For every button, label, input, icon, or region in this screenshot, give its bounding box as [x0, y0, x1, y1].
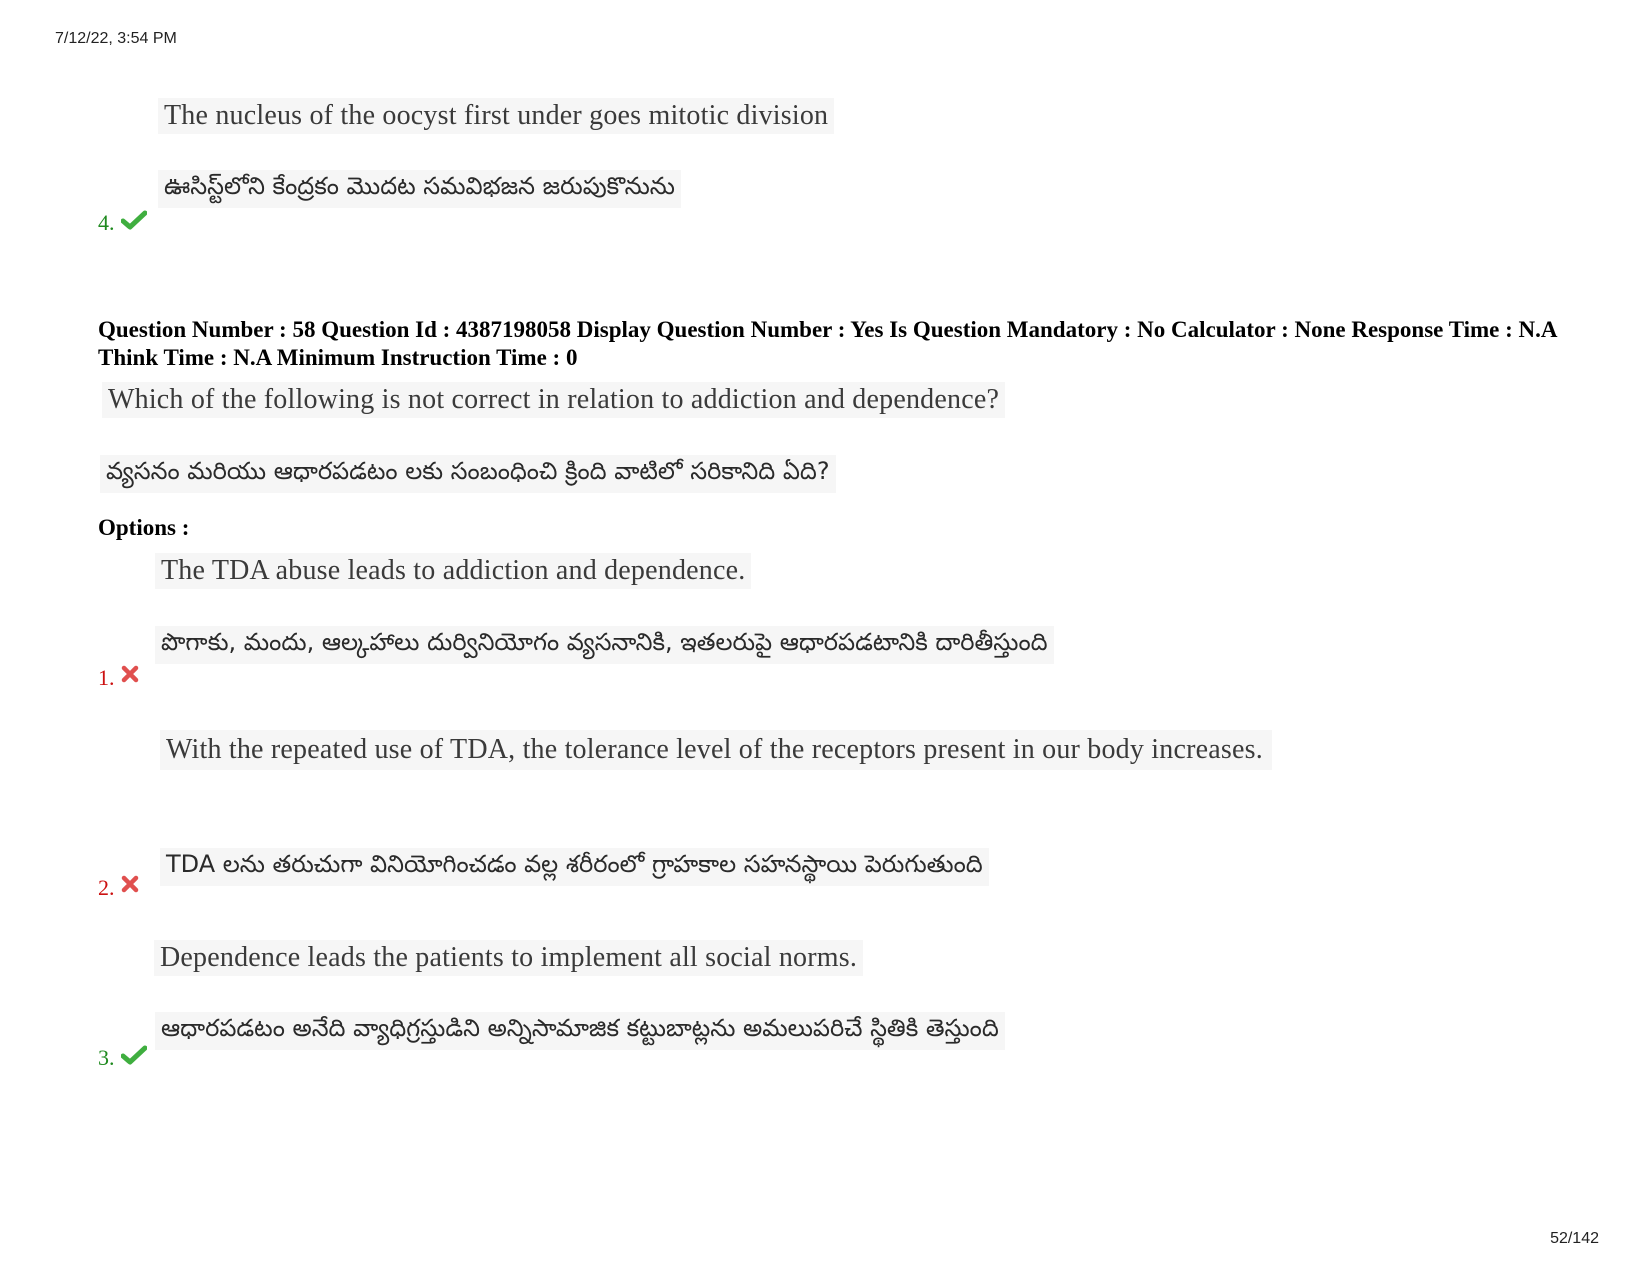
cross-icon — [121, 875, 139, 893]
option-3-english: Dependence leads the patients to implement all social norms. — [154, 940, 863, 976]
question-text-telugu: వ్యసనం మరియు ఆధారపడటం లకు సంబంధించి క్రింది వాటిలో సరికానిది ఏది? — [100, 455, 836, 493]
option-number: 2. — [98, 875, 115, 900]
question-meta: Question Number : 58 Question Id : 4387198058 Display Question Number : Yes Is Question Mandatory : No Calculator : None Response Time : N.A Think Time : N.A Minimum Instruction Time : 0 — [98, 317, 1557, 370]
check-icon — [121, 210, 147, 230]
option-1-marker — [98, 665, 139, 691]
option-1-english: The TDA abuse leads to addiction and dependence. — [155, 553, 751, 589]
option-2-marker — [98, 875, 139, 901]
option-number: 1. — [98, 665, 115, 690]
options-label: Options : — [98, 515, 190, 540]
option-3-marker — [98, 1045, 147, 1071]
prev-option-4-english: The nucleus of the oocyst first under goes mitotic division — [158, 98, 834, 134]
option-2-english: With the repeated use of TDA, the tolerance level of the receptors present in our body increases. — [160, 730, 1272, 770]
question-text-english: Which of the following is not correct in relation to addiction and dependence? — [102, 382, 1005, 418]
option-number: 4. — [98, 210, 115, 235]
page-number: 52/142 — [1550, 1230, 1599, 1247]
prev-option-4-marker — [98, 210, 147, 236]
option-3-telugu: ఆధారపడటం అనేది వ్యాధిగ్రస్తుడిని అన్నిసామాజిక కట్టుబాట్లను అమలుపరిచే స్థితికి తెస్తుంది — [155, 1012, 1005, 1050]
prev-option-4-telugu: ఊసిస్ట్‌లోని కేంద్రకం మొదట సమవిభజన జరుపుకొనును — [158, 170, 681, 208]
check-icon — [121, 1045, 147, 1065]
print-timestamp: 7/12/22, 3:54 PM — [55, 30, 177, 47]
option-1-telugu: పొగాకు, మందు, ఆల్కహాలు దుర్వినియోగం వ్యసనానికి, ఇతలరుపై ఆధారపడటానికి దారితీస్తుంది — [155, 626, 1054, 664]
option-2-telugu: TDA లను తరుచుగా వినియోగించడం వల్ల శరీరంలో గ్రాహకాల సహనస్థాయి పెరుగుతుంది — [160, 848, 989, 886]
option-number: 3. — [98, 1045, 115, 1070]
cross-icon — [121, 665, 139, 683]
